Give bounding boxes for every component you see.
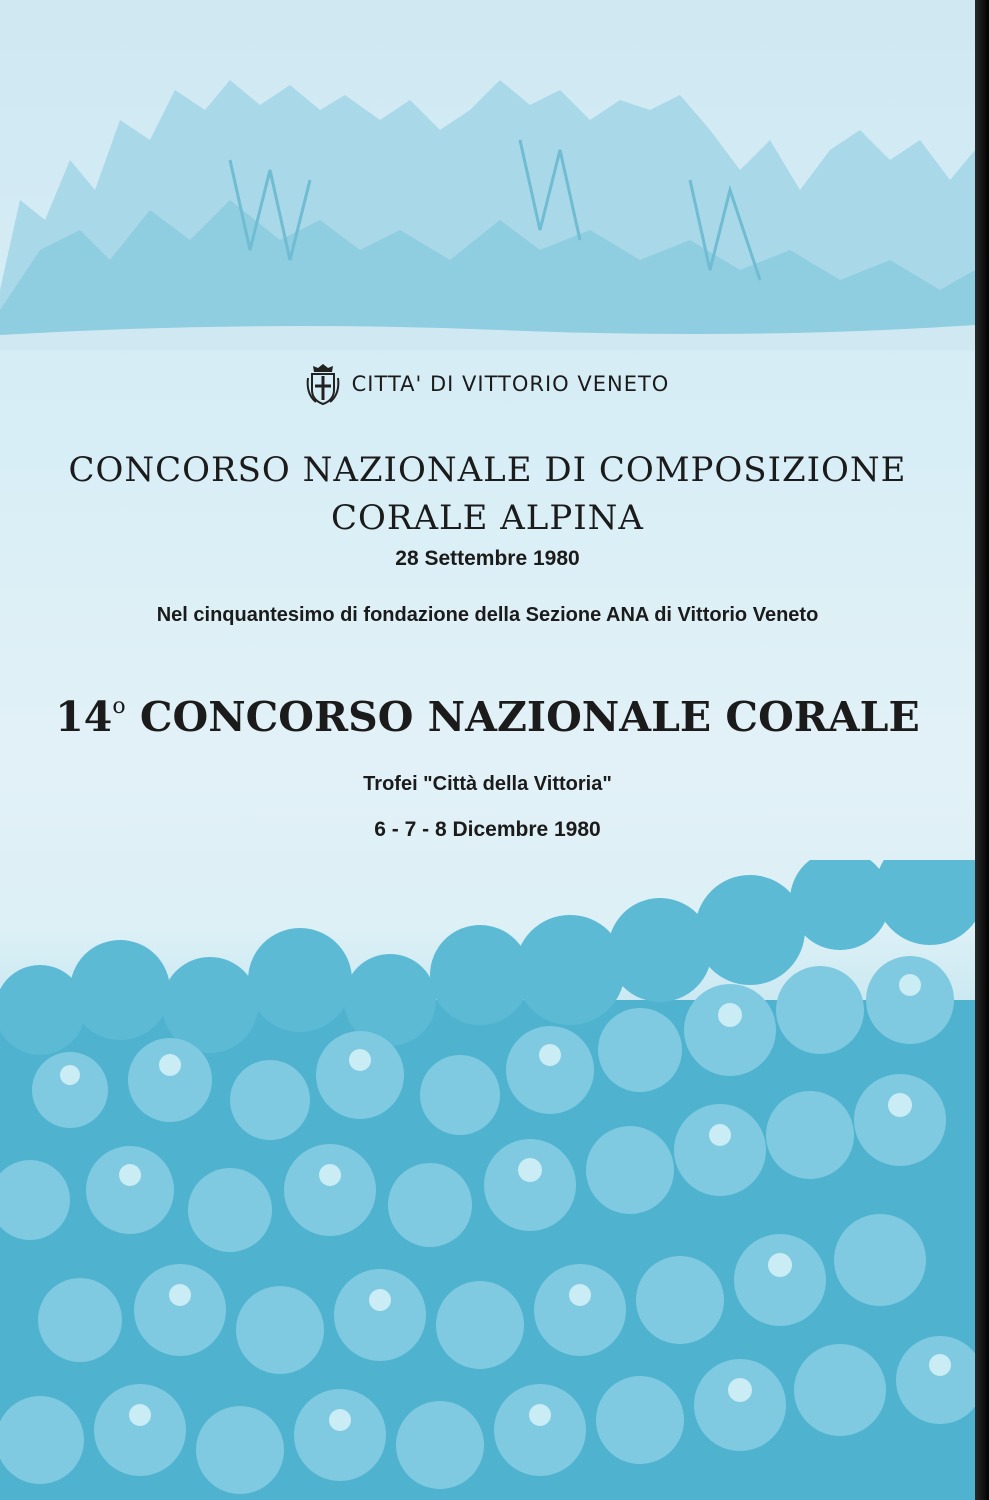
contest-ordinal: o	[112, 694, 126, 719]
city-crest-icon	[306, 362, 340, 406]
composition-title-line1: CONCORSO NAZIONALE DI COMPOSIZIONE	[68, 450, 907, 490]
trophy-text: Trofei "Città della Vittoria"	[363, 773, 612, 795]
contest-title: CONCORSO NAZIONALE CORALE	[139, 693, 920, 741]
choral-contest-dates: 6 - 7 - 8 Dicembre 1980	[374, 818, 601, 841]
pine-forest-image	[0, 860, 975, 1500]
mountain-image	[0, 50, 975, 350]
city-name: CITTA' DI VITTORIO VENETO	[351, 372, 670, 396]
composition-title-line2: CORALE ALPINA	[331, 498, 644, 538]
composition-contest-title	[0, 446, 975, 542]
dedication-text: Nel cinquantesimo di fondazione della Sezione ANA di Vittorio Veneto	[156, 604, 819, 626]
composition-date: 28 Settembre 1980	[395, 547, 580, 570]
page-edge	[975, 0, 989, 1500]
choral-contest-title	[0, 693, 975, 741]
contest-number: 14	[55, 693, 113, 741]
city-header	[0, 362, 975, 406]
